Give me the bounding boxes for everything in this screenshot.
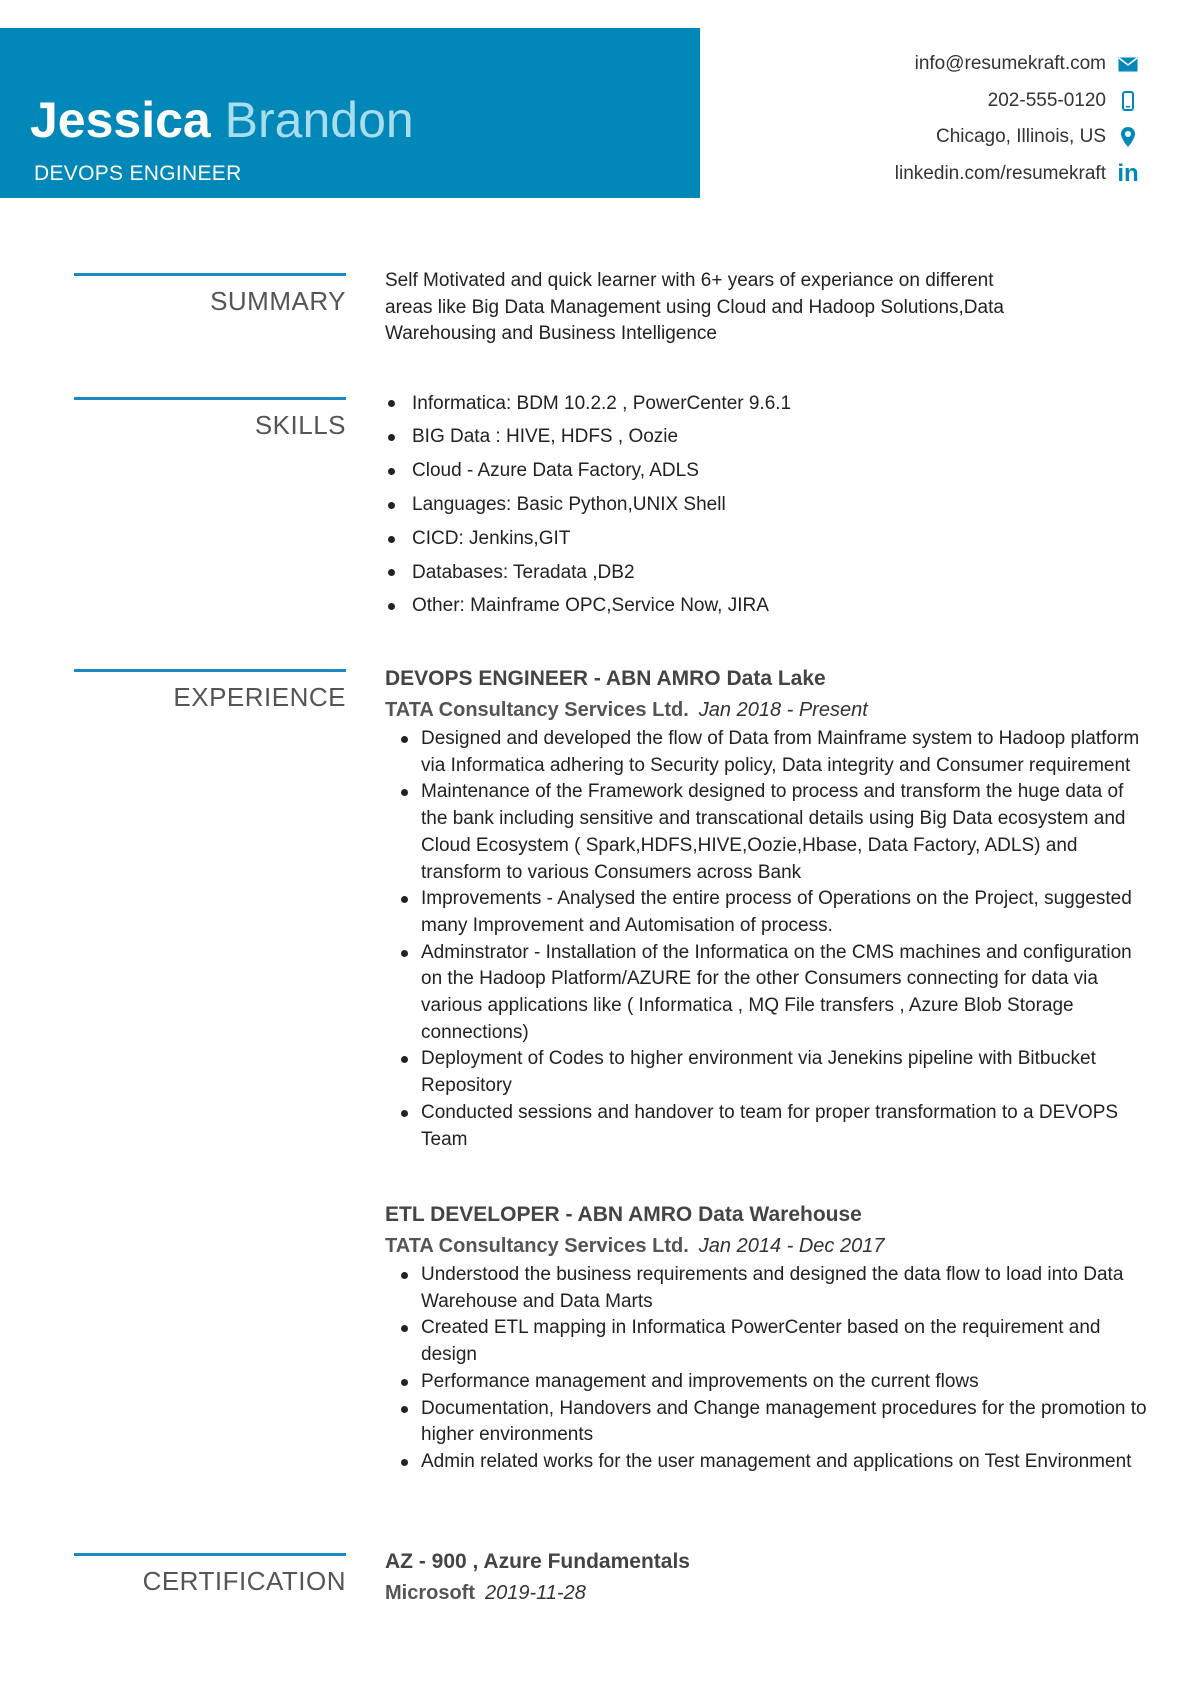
bullet-item: Documentation, Handovers and Change management procedures for the promotion to higher environments bbox=[399, 1396, 1151, 1449]
skill-text: CICD: Jenkins,GIT bbox=[412, 527, 571, 549]
contact-phone[interactable] bbox=[895, 83, 1140, 120]
phone-icon bbox=[1116, 91, 1140, 111]
bullet-icon bbox=[388, 569, 395, 576]
skill-text: Languages: Basic Python,UNIX Shell bbox=[412, 493, 726, 515]
header-banner bbox=[0, 28, 700, 198]
company: TATA Consultancy Services Ltd. bbox=[385, 1235, 689, 1257]
skill-item bbox=[385, 522, 1155, 556]
job-dates: Jan 2018 - Present bbox=[698, 699, 868, 721]
experience-heading: EXPERIENCE bbox=[74, 669, 346, 713]
bullet-item: Performance management and improvements on the current flows bbox=[399, 1369, 1151, 1396]
bullet-item: Improvements - Analysed the entire process of Operations on the Project, suggested many Improvement and Automisation of process. bbox=[399, 886, 1151, 939]
company: TATA Consultancy Services Ltd. bbox=[385, 699, 689, 721]
contact-email[interactable] bbox=[895, 46, 1140, 83]
job-bullets bbox=[385, 726, 1155, 1153]
bullet-item: Understood the business requirements and designed the data flow to load into Data Warehouse and Data Marts bbox=[399, 1262, 1151, 1315]
bullet-icon bbox=[388, 603, 395, 610]
bullet-icon bbox=[388, 502, 395, 509]
candidate-name bbox=[30, 90, 414, 150]
skill-item bbox=[385, 387, 1155, 421]
certification-date: 2019-11-28 bbox=[485, 1582, 586, 1604]
job-meta bbox=[385, 1230, 1155, 1262]
job-bullets bbox=[385, 1262, 1155, 1476]
job-dates: Jan 2014 - Dec 2017 bbox=[698, 1235, 885, 1257]
contact-linkedin[interactable] bbox=[895, 156, 1140, 193]
bullet-icon bbox=[388, 536, 395, 543]
skill-item bbox=[385, 556, 1155, 590]
location-text: Chicago, Illinois, US bbox=[935, 126, 1106, 148]
job-role: DEVOPS ENGINEER bbox=[34, 162, 242, 185]
skill-item bbox=[385, 488, 1155, 522]
skills-heading: SKILLS bbox=[74, 397, 346, 441]
bullet-item: Admin related works for the user management and applications on Test Environment bbox=[399, 1449, 1151, 1476]
bullet-item: Conducted sessions and handover to team for proper transformation to a DEVOPS Team bbox=[399, 1100, 1151, 1153]
contact-location bbox=[895, 119, 1140, 156]
skills-list bbox=[385, 387, 1155, 624]
job-title: DEVOPS ENGINEER - ABN AMRO Data Lake bbox=[385, 667, 826, 690]
bullet-item: Deployment of Codes to higher environment via Jenekins pipeline with Bitbucket Repository bbox=[399, 1046, 1151, 1099]
skill-item bbox=[385, 455, 1155, 489]
skill-text: Informatica: BDM 10.2.2 , PowerCenter 9.6.1 bbox=[412, 392, 792, 414]
bullet-item: Maintenance of the Framework designed to process and transform the huge data of the bank including sensitive and transcational details using Big Data ecosystem and Cloud Ecosystem ( Spark,HDFS,HIVE,Oozie,Hbase, Data Factory, ADLS) and transform to various Consumers across Bank bbox=[399, 779, 1151, 886]
skill-text: Cloud - Azure Data Factory, ADLS bbox=[412, 460, 699, 482]
certification-title: AZ - 900 , Azure Fundamentals bbox=[385, 1550, 690, 1573]
summary-text: Self Motivated and quick learner with 6+ years of experiance on different areas like Big Data Management using Cloud and Hadoop Solutions,Data Warehousing and Business Intelligence bbox=[385, 270, 1004, 345]
contact-info bbox=[895, 46, 1140, 192]
envelope-icon bbox=[1116, 57, 1140, 72]
job-meta bbox=[385, 694, 1155, 726]
job-entry bbox=[385, 1200, 1155, 1476]
skill-item bbox=[385, 590, 1155, 624]
linkedin-text[interactable]: linkedin.com/resumekraft bbox=[894, 162, 1106, 184]
phone-text[interactable]: 202-555-0120 bbox=[987, 89, 1106, 111]
map-pin-icon bbox=[1116, 127, 1140, 147]
bullet-item: Created ETL mapping in Informatica PowerCenter based on the requirement and design bbox=[399, 1315, 1151, 1368]
bullet-icon bbox=[388, 468, 395, 475]
linkedin-icon: in bbox=[1117, 159, 1139, 187]
email-text[interactable]: info@resumekraft.com bbox=[914, 53, 1106, 75]
job-entry bbox=[385, 664, 1155, 1153]
bullet-icon bbox=[388, 400, 395, 407]
certification-entry bbox=[385, 1547, 1155, 1609]
bullet-item: Adminstrator - Installation of the Informatica on the CMS machines and configuration on the Hadoop Platform/AZURE for the other Consumers connecting for data via various applications like ( Informatica , MQ File transfers , Azure Blob Storage connections) bbox=[399, 940, 1151, 1047]
skill-text: Databases: Teradata ,DB2 bbox=[412, 561, 635, 583]
last-name: Brandon bbox=[224, 92, 414, 148]
first-name: Jessica bbox=[30, 92, 211, 148]
issuer: Microsoft bbox=[385, 1582, 475, 1604]
skill-item bbox=[385, 421, 1155, 455]
bullet-item: Designed and developed the flow of Data from Mainframe system to Hadoop platform via Informatica adhering to Security policy, Data integrity and Consumer requirement bbox=[399, 726, 1151, 779]
summary-heading: SUMMARY bbox=[74, 273, 346, 317]
bullet-icon bbox=[388, 434, 395, 441]
certification-meta bbox=[385, 1577, 1155, 1609]
job-title: ETL DEVELOPER - ABN AMRO Data Warehouse bbox=[385, 1203, 862, 1226]
certification-heading: CERTIFICATION bbox=[74, 1553, 346, 1597]
skill-text: BIG Data : HIVE, HDFS , Oozie bbox=[412, 426, 679, 448]
skill-text: Other: Mainframe OPC,Service Now, JIRA bbox=[412, 595, 769, 617]
